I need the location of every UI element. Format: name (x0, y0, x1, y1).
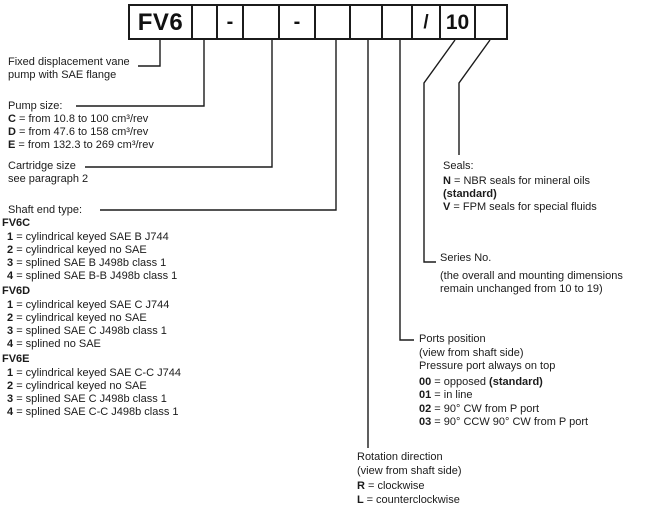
option-text: = clockwise (368, 480, 425, 492)
option-code: 1 (7, 231, 17, 243)
code-cell-separator-2 (280, 6, 316, 38)
section-title: Series No. (440, 252, 492, 264)
section-title: Seals: (443, 160, 474, 172)
option-text: = splined SAE C J498b class 1 (16, 325, 167, 337)
option-item (2, 406, 181, 419)
option-text: = opposed (434, 375, 490, 388)
note-line: pump with SAE flange (8, 69, 117, 81)
option-item (2, 338, 181, 351)
model-code-row (128, 4, 508, 40)
option-text: = cylindrical keyed no SAE (16, 244, 147, 256)
seals-section (443, 160, 597, 214)
shaft-group-header: FV6D (2, 285, 31, 297)
option-text: = cylindrical keyed SAE C J744 (16, 299, 170, 311)
option-code: R (357, 480, 368, 492)
option-item (419, 376, 588, 390)
option-item (2, 244, 181, 257)
option-item (8, 126, 154, 139)
section-title: Ports position (419, 333, 486, 345)
option-item (2, 367, 181, 380)
connector-seals (459, 40, 490, 155)
shaft-end-type-section (2, 217, 181, 419)
note-line: Pressure port always on top (419, 360, 556, 372)
option-text: = cylindrical keyed no SAE (16, 380, 147, 392)
option-item (2, 380, 181, 393)
option-text: = splined SAE C J498b class 1 (16, 393, 167, 405)
option-text: = counterclockwise (366, 493, 460, 506)
option-code: 3 (7, 257, 17, 269)
option-item (2, 312, 181, 325)
code-cell-pump-size (193, 6, 218, 38)
note-line: (view from shaft side) (419, 346, 524, 359)
code-cell-label: 10 (445, 10, 470, 34)
option-item (443, 201, 597, 214)
option-code: 4 (7, 270, 17, 282)
option-item (443, 188, 597, 201)
code-cell-seals (476, 6, 506, 38)
code-cell-label: - (226, 10, 234, 33)
option-item (419, 403, 588, 417)
option-bold-tail: (standard) (443, 188, 497, 200)
option-text: = NBR seals for mineral oils (454, 175, 591, 187)
option-item (357, 480, 462, 494)
option-text: = splined SAE B J498b class 1 (16, 257, 167, 269)
option-code: 03 (419, 416, 435, 428)
code-cell-separator-1 (218, 6, 244, 38)
option-code: C (8, 113, 19, 125)
pump-type-note (8, 56, 130, 82)
option-code: 2 (7, 380, 17, 392)
shaft-group-header: FV6E (2, 353, 30, 365)
option-item (357, 494, 462, 508)
code-cell-series-no (441, 6, 476, 38)
note-line: Fixed displacement vane (8, 56, 130, 68)
option-code: 3 (7, 393, 17, 405)
option-text: = 90° CCW 90° CW from P port (434, 416, 589, 428)
note-line: (the overall and mounting dimensions (440, 270, 623, 282)
option-item (2, 257, 181, 270)
option-item (2, 393, 181, 406)
option-code: L (357, 493, 367, 506)
option-text: = cylindrical keyed SAE B J744 (16, 231, 169, 243)
ports-position-section (419, 333, 588, 430)
option-code: V (443, 201, 454, 213)
code-cell-prefix (130, 6, 193, 38)
option-text: = from 10.8 to 100 cm³/rev (19, 113, 149, 125)
option-text: = splined SAE B-B J498b class 1 (16, 270, 178, 282)
connector-series-no (424, 40, 455, 262)
option-item (443, 175, 597, 188)
option-item (2, 325, 181, 338)
shaft-end-type-title (8, 204, 82, 217)
section-title: Cartridge size (8, 160, 76, 172)
rotation-direction-section (357, 451, 462, 507)
connector-ports-position (400, 40, 414, 340)
option-code: 3 (7, 325, 17, 337)
option-code: D (8, 126, 19, 138)
series-no-section (440, 252, 623, 296)
code-cell-shaft-end-type (316, 6, 351, 38)
option-item (2, 270, 181, 283)
section-title: Pump size: (8, 100, 63, 112)
note-line: remain unchanged from 10 to 19) (440, 283, 603, 295)
code-cell-label: / (423, 11, 429, 33)
code-cell-rotation-direction (351, 6, 383, 38)
shaft-group-header: FV6C (2, 217, 31, 229)
option-item (2, 299, 181, 312)
section-title: Shaft end type: (8, 204, 82, 216)
cartridge-size-section (8, 160, 88, 186)
note-line: (view from shaft side) (357, 464, 462, 477)
note-line: see paragraph 2 (8, 173, 89, 185)
option-code: 1 (7, 367, 17, 379)
option-item (8, 113, 154, 126)
option-text: = in line (434, 389, 473, 401)
connector-pump-type (138, 40, 160, 66)
option-item (419, 389, 588, 403)
option-code: 4 (7, 406, 17, 418)
option-code: N (443, 175, 454, 187)
option-text: = splined SAE C-C J498b class 1 (16, 406, 179, 418)
code-cell-label: FV6 (137, 8, 184, 36)
option-code: 00 (419, 375, 435, 388)
option-code: 4 (7, 338, 17, 350)
option-item (8, 139, 154, 152)
option-code: 02 (419, 402, 435, 415)
code-cell-separator-slash (413, 6, 441, 38)
pump-size-section (8, 100, 154, 152)
option-code: 2 (7, 312, 17, 324)
option-text: = cylindrical keyed SAE C-C J744 (16, 367, 181, 379)
section-title: Rotation direction (357, 451, 443, 463)
option-text: = FPM seals for special fluids (453, 201, 597, 213)
option-code: E (8, 139, 19, 151)
option-item (419, 416, 588, 430)
option-bold-tail: (standard) (489, 375, 543, 388)
option-text: = from 47.6 to 158 cm³/rev (19, 126, 149, 138)
option-text: = splined no SAE (16, 338, 101, 350)
option-item (2, 231, 181, 244)
option-text: = 90° CW from P port (434, 402, 540, 415)
option-code: 2 (7, 244, 17, 256)
option-text: = cylindrical keyed no SAE (16, 312, 147, 324)
option-code: 01 (419, 389, 435, 401)
code-cell-cartridge-size (244, 6, 280, 38)
code-cell-label: - (293, 10, 301, 33)
code-cell-ports-position (383, 6, 413, 38)
option-text: = from 132.3 to 269 cm³/rev (18, 139, 154, 151)
option-code: 1 (7, 299, 17, 311)
